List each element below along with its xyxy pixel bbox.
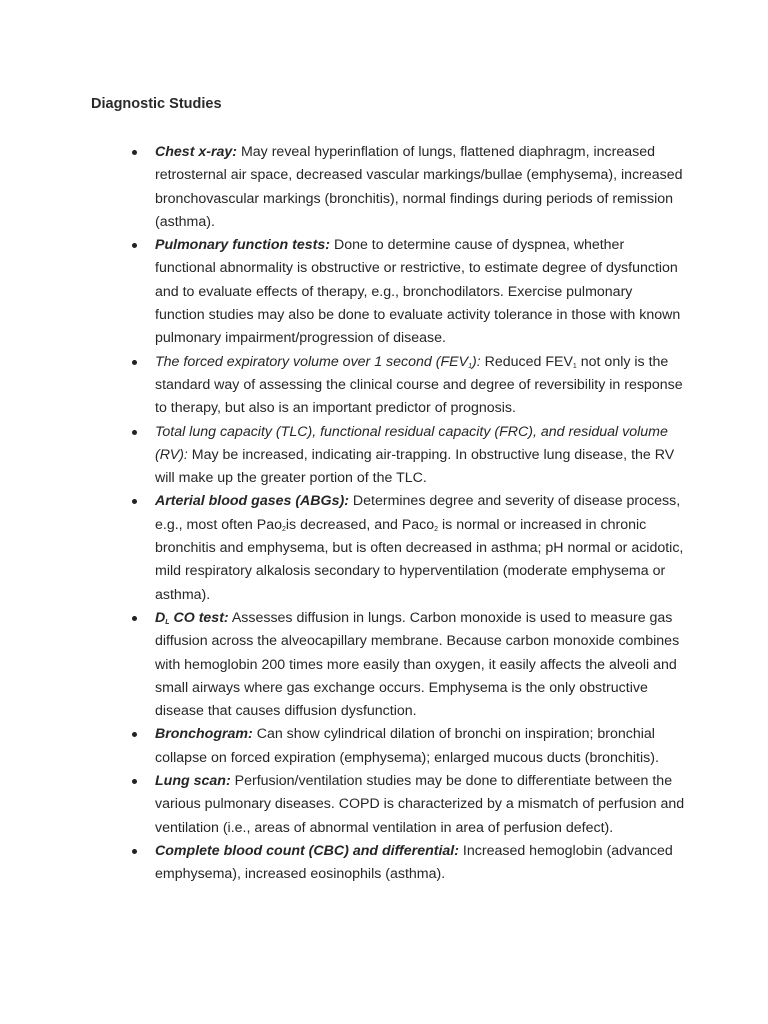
item-text: is normal or increased in chronic bronchitis and emphysema, but is often decreased in asthma; pH normal or acidotic, mild respiratory alkalosis secondary to hyperventilation (moderate emphysema or asthma). xyxy=(155,516,684,603)
item-term: Chest x-ray: xyxy=(155,144,238,160)
item-text-subscript: 1 xyxy=(572,362,577,370)
section-heading: Diagnostic Studies xyxy=(91,96,222,112)
list-item-fev1 xyxy=(155,351,685,421)
list-item-arterial-blood-gases xyxy=(155,490,685,606)
item-term-part: ): xyxy=(471,353,481,370)
item-term xyxy=(155,354,481,370)
item-text-subscript: 2 xyxy=(434,525,439,533)
list-item-cbc xyxy=(155,840,685,887)
diagnostic-studies-list xyxy=(155,141,685,887)
bullet-icon xyxy=(132,243,137,248)
item-term-part: ), functional residual capacity ( xyxy=(307,423,500,440)
item-text: not only is the standard way of assessing the clinical course and degree of reversibility in response to therapy, but also is an important predictor of prognosis. xyxy=(155,353,683,417)
item-text: Perfusion/ventilation studies may be done to differentiate between the various pulmonary diseases. COPD is characterized by a mismatch of perfusion and ventilation (i.e., areas of abnormal ventilation in area of perfusion defect). xyxy=(155,773,685,836)
item-term-abbrev: FRC xyxy=(499,423,529,440)
bullet-icon xyxy=(132,150,137,155)
item-text: Done to determine cause of dyspnea, whether functional abnormality is obstructive or restrictive, to estimate degree of dysfunction and to evaluate effects of therapy, e.g., bronchodilators. Exercise pulmonary function studies may also be done to evaluate activity tolerance in those with known pulmonary impairment/progression of disease. xyxy=(155,237,681,347)
item-text: May reveal hyperinflation of lungs, flattened diaphragm, increased retrosternal air space, decreased vascular markings/bullae (emphysema), increased bronchovascular markings (bronchitis), normal findings during periods of remission (asthma). xyxy=(155,144,683,230)
item-text: Reduced FEV xyxy=(480,353,573,370)
item-term-abbrev: FEV xyxy=(440,353,469,370)
bullet-icon xyxy=(132,430,137,435)
item-term-part: CO test: xyxy=(169,609,229,626)
bullet-icon xyxy=(132,849,137,854)
item-text: Can show cylindrical dilation of bronchi on inspiration; bronchial collapse on forced expiration (emphysema); enlarged mucous ducts (bronchitis). xyxy=(155,726,659,766)
list-item-chest-xray xyxy=(155,141,685,234)
item-text: Assesses diffusion in lungs. Carbon monoxide is used to measure gas diffusion across the alveocapillary membrane. Because carbon monoxide combines with hemoglobin 200 times more easily than oxygen, it easily affects the alveoli and small airways where gas exchange occurs. Emphysema is the only obstructive disease that causes diffusion dysfunction. xyxy=(155,609,680,720)
item-term-abbrev: RV xyxy=(159,446,180,463)
list-item-lung-volumes xyxy=(155,421,685,491)
list-item-pulmonary-function-tests xyxy=(155,234,685,350)
item-term-part: ): xyxy=(179,446,188,463)
list-item-lung-scan xyxy=(155,770,685,840)
bullet-icon xyxy=(132,499,137,504)
item-term: Complete blood count (CBC) and differential: xyxy=(155,842,459,859)
item-term: Lung scan: xyxy=(155,773,231,790)
item-text: May be increased, indicating air-trapping. In obstructive lung disease, the RV will make up the greater portion of the TLC. xyxy=(155,446,675,487)
item-term-part: Total lung capacity ( xyxy=(155,423,281,440)
item-term-abbrev: TLC xyxy=(280,423,308,440)
bullet-icon xyxy=(132,732,137,737)
item-text: Determines degree and severity of disease process, e.g., most often Pao xyxy=(155,493,681,533)
item-term: Arterial blood gases (ABGs): xyxy=(155,493,349,510)
bullet-icon xyxy=(132,360,137,365)
item-term-subscript: L xyxy=(165,618,170,626)
item-term: Bronchogram: xyxy=(155,726,253,743)
item-term-part: The forced expiratory volume over 1 second ( xyxy=(155,353,441,370)
list-item-bronchogram xyxy=(155,723,685,770)
bullet-icon xyxy=(132,616,137,621)
item-term-part: D xyxy=(155,609,166,626)
list-item-dlco-test xyxy=(155,607,685,723)
item-term xyxy=(155,610,229,626)
item-term: Pulmonary function tests: xyxy=(155,237,330,254)
item-text: is decreased, and Paco xyxy=(285,516,435,533)
item-term-subscript: 1 xyxy=(468,362,472,370)
bullet-icon xyxy=(132,779,137,784)
item-text-subscript: 2 xyxy=(281,525,286,533)
item-term-part: ), and residual volume ( xyxy=(155,423,668,463)
item-text: Increased hemoglobin (advanced emphysema), increased eosinophils (asthma). xyxy=(155,842,673,883)
